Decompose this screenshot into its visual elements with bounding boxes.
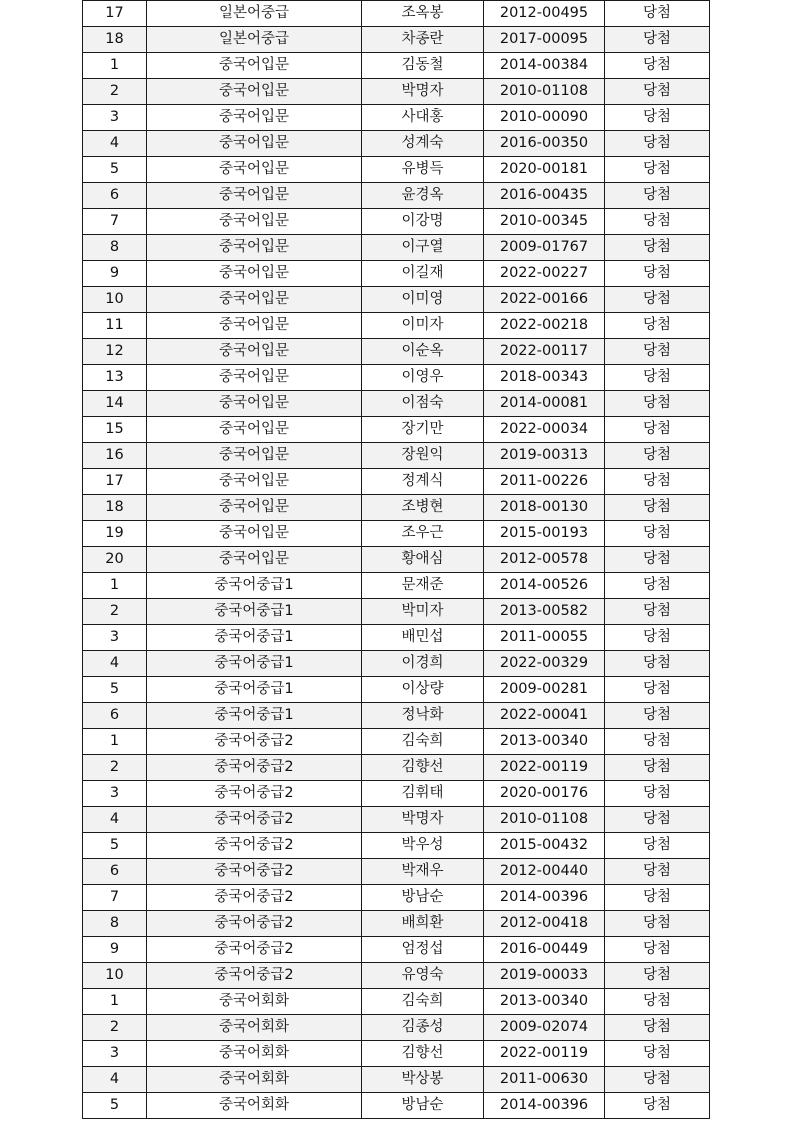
applicant-name-cell: 조우근	[362, 521, 484, 547]
course-name-cell: 중국어회화	[147, 1067, 362, 1093]
row-number-cell: 5	[83, 157, 147, 183]
member-id-cell: 2014-00396	[484, 1093, 605, 1119]
applicant-name-cell: 사대홍	[362, 105, 484, 131]
member-id-cell: 2011-00055	[484, 625, 605, 651]
result-status-cell: 당첨	[605, 417, 710, 443]
applicant-name-cell: 김숙희	[362, 989, 484, 1015]
member-id-cell: 2018-00130	[484, 495, 605, 521]
course-name-cell: 중국어중급1	[147, 599, 362, 625]
row-number-cell: 6	[83, 703, 147, 729]
course-name-cell: 중국어입문	[147, 235, 362, 261]
applicant-name-cell: 김숙희	[362, 729, 484, 755]
table-row	[83, 339, 710, 365]
course-name-cell: 중국어회화	[147, 989, 362, 1015]
course-name-cell: 중국어중급2	[147, 937, 362, 963]
result-status-cell: 당첨	[605, 1093, 710, 1119]
row-number-cell: 1	[83, 573, 147, 599]
applicant-name-cell: 장기만	[362, 417, 484, 443]
table-row	[83, 1067, 710, 1093]
course-name-cell: 중국어입문	[147, 495, 362, 521]
applicant-name-cell: 윤경옥	[362, 183, 484, 209]
table-row	[83, 27, 710, 53]
course-name-cell: 중국어입문	[147, 365, 362, 391]
member-id-cell: 2022-00218	[484, 313, 605, 339]
member-id-cell: 2017-00095	[484, 27, 605, 53]
row-number-cell: 8	[83, 911, 147, 937]
row-number-cell: 19	[83, 521, 147, 547]
member-id-cell: 2010-00345	[484, 209, 605, 235]
result-status-cell: 당첨	[605, 53, 710, 79]
applicant-name-cell: 이미영	[362, 287, 484, 313]
row-number-cell: 4	[83, 1067, 147, 1093]
table-row	[83, 443, 710, 469]
table-row	[83, 183, 710, 209]
result-status-cell: 당첨	[605, 651, 710, 677]
row-number-cell: 11	[83, 313, 147, 339]
result-status-cell: 당첨	[605, 1015, 710, 1041]
row-number-cell: 7	[83, 885, 147, 911]
row-number-cell: 5	[83, 677, 147, 703]
result-status-cell: 당첨	[605, 885, 710, 911]
course-name-cell: 중국어중급1	[147, 703, 362, 729]
applicant-name-cell: 유영숙	[362, 963, 484, 989]
course-name-cell: 중국어회화	[147, 1015, 362, 1041]
applicant-name-cell: 이길재	[362, 261, 484, 287]
row-number-cell: 5	[83, 833, 147, 859]
member-id-cell: 2014-00384	[484, 53, 605, 79]
applicant-name-cell: 차종란	[362, 27, 484, 53]
result-status-cell: 당첨	[605, 235, 710, 261]
course-name-cell: 중국어중급2	[147, 911, 362, 937]
table-row	[83, 79, 710, 105]
row-number-cell: 4	[83, 131, 147, 157]
member-id-cell: 2022-00329	[484, 651, 605, 677]
member-id-cell: 2010-01108	[484, 79, 605, 105]
result-status-cell: 당첨	[605, 703, 710, 729]
result-status-cell: 당첨	[605, 521, 710, 547]
applicant-name-cell: 박명자	[362, 807, 484, 833]
result-status-cell: 당첨	[605, 469, 710, 495]
result-status-cell: 당첨	[605, 677, 710, 703]
table-row	[83, 313, 710, 339]
applicant-name-cell: 박명자	[362, 79, 484, 105]
course-name-cell: 중국어중급2	[147, 781, 362, 807]
member-id-cell: 2013-00340	[484, 729, 605, 755]
row-number-cell: 12	[83, 339, 147, 365]
member-id-cell: 2010-00090	[484, 105, 605, 131]
row-number-cell: 4	[83, 807, 147, 833]
course-name-cell: 중국어중급2	[147, 859, 362, 885]
row-number-cell: 5	[83, 1093, 147, 1119]
table-row	[83, 651, 710, 677]
member-id-cell: 2012-00418	[484, 911, 605, 937]
course-name-cell: 중국어중급1	[147, 573, 362, 599]
table-row	[83, 1093, 710, 1119]
row-number-cell: 18	[83, 495, 147, 521]
result-status-cell: 당첨	[605, 79, 710, 105]
applicant-name-cell: 유병득	[362, 157, 484, 183]
course-name-cell: 중국어입문	[147, 417, 362, 443]
row-number-cell: 2	[83, 599, 147, 625]
applicant-name-cell: 김동철	[362, 53, 484, 79]
applicant-name-cell: 박미자	[362, 599, 484, 625]
result-status-cell: 당첨	[605, 1041, 710, 1067]
member-id-cell: 2022-00227	[484, 261, 605, 287]
row-number-cell: 6	[83, 859, 147, 885]
result-status-cell: 당첨	[605, 859, 710, 885]
applicant-name-cell: 이미자	[362, 313, 484, 339]
table-row	[83, 885, 710, 911]
row-number-cell: 4	[83, 651, 147, 677]
applicant-name-cell: 배민섭	[362, 625, 484, 651]
table-row	[83, 807, 710, 833]
member-id-cell: 2015-00193	[484, 521, 605, 547]
table-row	[83, 703, 710, 729]
result-status-cell: 당첨	[605, 157, 710, 183]
member-id-cell: 2022-00117	[484, 339, 605, 365]
member-id-cell: 2022-00034	[484, 417, 605, 443]
result-status-cell: 당첨	[605, 1067, 710, 1093]
applicant-name-cell: 정계식	[362, 469, 484, 495]
member-id-cell: 2009-02074	[484, 1015, 605, 1041]
member-id-cell: 2014-00526	[484, 573, 605, 599]
course-name-cell: 중국어입문	[147, 313, 362, 339]
course-name-cell: 일본어중급	[147, 1, 362, 27]
row-number-cell: 1	[83, 989, 147, 1015]
applicant-name-cell: 방남순	[362, 1093, 484, 1119]
member-id-cell: 2020-00181	[484, 157, 605, 183]
applicant-name-cell: 장원익	[362, 443, 484, 469]
result-status-cell: 당첨	[605, 807, 710, 833]
member-id-cell: 2011-00226	[484, 469, 605, 495]
course-name-cell: 중국어입문	[147, 287, 362, 313]
table-row	[83, 547, 710, 573]
applicant-name-cell: 김종성	[362, 1015, 484, 1041]
applicant-name-cell: 문재준	[362, 573, 484, 599]
applicant-name-cell: 황애심	[362, 547, 484, 573]
course-name-cell: 중국어중급1	[147, 651, 362, 677]
table-row	[83, 261, 710, 287]
table-row	[83, 1015, 710, 1041]
course-name-cell: 중국어입문	[147, 521, 362, 547]
row-number-cell: 10	[83, 963, 147, 989]
result-status-cell: 당첨	[605, 131, 710, 157]
result-status-cell: 당첨	[605, 261, 710, 287]
row-number-cell: 16	[83, 443, 147, 469]
applicant-name-cell: 이순옥	[362, 339, 484, 365]
member-id-cell: 2022-00119	[484, 1041, 605, 1067]
row-number-cell: 3	[83, 781, 147, 807]
applicant-name-cell: 김휘태	[362, 781, 484, 807]
row-number-cell: 17	[83, 469, 147, 495]
table-row	[83, 287, 710, 313]
table-body	[83, 1, 710, 1119]
table-row	[83, 937, 710, 963]
member-id-cell: 2012-00578	[484, 547, 605, 573]
course-name-cell: 중국어입문	[147, 105, 362, 131]
table-row	[83, 105, 710, 131]
table-row	[83, 235, 710, 261]
table-row	[83, 729, 710, 755]
table-row	[83, 599, 710, 625]
member-id-cell: 2010-01108	[484, 807, 605, 833]
course-name-cell: 중국어입문	[147, 131, 362, 157]
result-status-cell: 당첨	[605, 937, 710, 963]
result-status-cell: 당첨	[605, 209, 710, 235]
result-status-cell: 당첨	[605, 625, 710, 651]
table-row	[83, 209, 710, 235]
course-name-cell: 중국어중급1	[147, 625, 362, 651]
result-status-cell: 당첨	[605, 443, 710, 469]
result-status-cell: 당첨	[605, 755, 710, 781]
member-id-cell: 2012-00440	[484, 859, 605, 885]
member-id-cell: 2022-00041	[484, 703, 605, 729]
result-status-cell: 당첨	[605, 313, 710, 339]
course-name-cell: 중국어입문	[147, 157, 362, 183]
applicant-name-cell: 김향선	[362, 755, 484, 781]
table-row	[83, 911, 710, 937]
member-id-cell: 2019-00033	[484, 963, 605, 989]
member-id-cell: 2009-01767	[484, 235, 605, 261]
result-status-cell: 당첨	[605, 547, 710, 573]
applicant-name-cell: 박상봉	[362, 1067, 484, 1093]
applicant-name-cell: 조옥봉	[362, 1, 484, 27]
table-row	[83, 963, 710, 989]
course-name-cell: 중국어입문	[147, 339, 362, 365]
applicant-name-cell: 박우성	[362, 833, 484, 859]
row-number-cell: 1	[83, 729, 147, 755]
table-row	[83, 469, 710, 495]
course-name-cell: 중국어중급2	[147, 963, 362, 989]
result-status-cell: 당첨	[605, 989, 710, 1015]
table-row	[83, 157, 710, 183]
member-id-cell: 2016-00350	[484, 131, 605, 157]
table-row	[83, 417, 710, 443]
member-id-cell: 2011-00630	[484, 1067, 605, 1093]
course-name-cell: 중국어입문	[147, 469, 362, 495]
member-id-cell: 2012-00495	[484, 1, 605, 27]
course-name-cell: 중국어입문	[147, 183, 362, 209]
applicant-name-cell: 이상량	[362, 677, 484, 703]
row-number-cell: 10	[83, 287, 147, 313]
course-name-cell: 중국어중급1	[147, 677, 362, 703]
member-id-cell: 2009-00281	[484, 677, 605, 703]
member-id-cell: 2019-00313	[484, 443, 605, 469]
table-row	[83, 1, 710, 27]
result-status-cell: 당첨	[605, 963, 710, 989]
course-name-cell: 중국어중급2	[147, 885, 362, 911]
row-number-cell: 2	[83, 79, 147, 105]
course-name-cell: 중국어입문	[147, 79, 362, 105]
result-status-cell: 당첨	[605, 495, 710, 521]
course-name-cell: 중국어입문	[147, 391, 362, 417]
table-row	[83, 131, 710, 157]
applicant-name-cell: 이구열	[362, 235, 484, 261]
applicant-name-cell: 이영우	[362, 365, 484, 391]
table-row	[83, 989, 710, 1015]
member-id-cell: 2020-00176	[484, 781, 605, 807]
table-row	[83, 677, 710, 703]
table-row	[83, 521, 710, 547]
course-name-cell: 중국어입문	[147, 261, 362, 287]
applicant-name-cell: 이강명	[362, 209, 484, 235]
applicant-name-cell: 이점숙	[362, 391, 484, 417]
row-number-cell: 13	[83, 365, 147, 391]
course-name-cell: 일본어중급	[147, 27, 362, 53]
member-id-cell: 2018-00343	[484, 365, 605, 391]
applicant-name-cell: 정낙화	[362, 703, 484, 729]
result-status-cell: 당첨	[605, 599, 710, 625]
result-status-cell: 당첨	[605, 183, 710, 209]
table-row	[83, 495, 710, 521]
member-id-cell: 2013-00340	[484, 989, 605, 1015]
table-row	[83, 1041, 710, 1067]
row-number-cell: 18	[83, 27, 147, 53]
applicant-name-cell: 엄정섭	[362, 937, 484, 963]
applicant-name-cell: 배희환	[362, 911, 484, 937]
table-row	[83, 625, 710, 651]
table-row	[83, 53, 710, 79]
row-number-cell: 20	[83, 547, 147, 573]
applicant-name-cell: 김향선	[362, 1041, 484, 1067]
result-status-cell: 당첨	[605, 339, 710, 365]
course-name-cell: 중국어중급2	[147, 755, 362, 781]
course-name-cell: 중국어회화	[147, 1041, 362, 1067]
result-status-cell: 당첨	[605, 391, 710, 417]
applicant-name-cell: 이경희	[362, 651, 484, 677]
result-status-cell: 당첨	[605, 287, 710, 313]
course-name-cell: 중국어입문	[147, 443, 362, 469]
table-row	[83, 781, 710, 807]
course-name-cell: 중국어중급2	[147, 729, 362, 755]
row-number-cell: 3	[83, 1041, 147, 1067]
result-status-cell: 당첨	[605, 729, 710, 755]
row-number-cell: 15	[83, 417, 147, 443]
row-number-cell: 9	[83, 937, 147, 963]
course-name-cell: 중국어중급2	[147, 833, 362, 859]
table-row	[83, 391, 710, 417]
row-number-cell: 2	[83, 1015, 147, 1041]
row-number-cell: 17	[83, 1, 147, 27]
member-id-cell: 2013-00582	[484, 599, 605, 625]
result-status-cell: 당첨	[605, 1, 710, 27]
member-id-cell: 2022-00166	[484, 287, 605, 313]
table-row	[83, 859, 710, 885]
applicant-name-cell: 조병현	[362, 495, 484, 521]
row-number-cell: 14	[83, 391, 147, 417]
member-id-cell: 2022-00119	[484, 755, 605, 781]
row-number-cell: 6	[83, 183, 147, 209]
row-number-cell: 3	[83, 625, 147, 651]
row-number-cell: 1	[83, 53, 147, 79]
table-row	[83, 833, 710, 859]
member-id-cell: 2014-00396	[484, 885, 605, 911]
course-name-cell: 중국어입문	[147, 53, 362, 79]
applicant-name-cell: 방남순	[362, 885, 484, 911]
course-name-cell: 중국어입문	[147, 209, 362, 235]
applicant-name-cell: 성계숙	[362, 131, 484, 157]
result-status-cell: 당첨	[605, 833, 710, 859]
row-number-cell: 7	[83, 209, 147, 235]
row-number-cell: 2	[83, 755, 147, 781]
member-id-cell: 2014-00081	[484, 391, 605, 417]
row-number-cell: 3	[83, 105, 147, 131]
table-row	[83, 755, 710, 781]
row-number-cell: 9	[83, 261, 147, 287]
table-row	[83, 573, 710, 599]
table-row	[83, 365, 710, 391]
member-id-cell: 2016-00449	[484, 937, 605, 963]
applicant-name-cell: 박재우	[362, 859, 484, 885]
lottery-results-table	[82, 0, 710, 1119]
row-number-cell: 8	[83, 235, 147, 261]
member-id-cell: 2016-00435	[484, 183, 605, 209]
result-status-cell: 당첨	[605, 781, 710, 807]
member-id-cell: 2015-00432	[484, 833, 605, 859]
result-status-cell: 당첨	[605, 27, 710, 53]
result-status-cell: 당첨	[605, 911, 710, 937]
course-name-cell: 중국어입문	[147, 547, 362, 573]
result-status-cell: 당첨	[605, 365, 710, 391]
course-name-cell: 중국어중급2	[147, 807, 362, 833]
course-name-cell: 중국어회화	[147, 1093, 362, 1119]
result-status-cell: 당첨	[605, 573, 710, 599]
result-status-cell: 당첨	[605, 105, 710, 131]
